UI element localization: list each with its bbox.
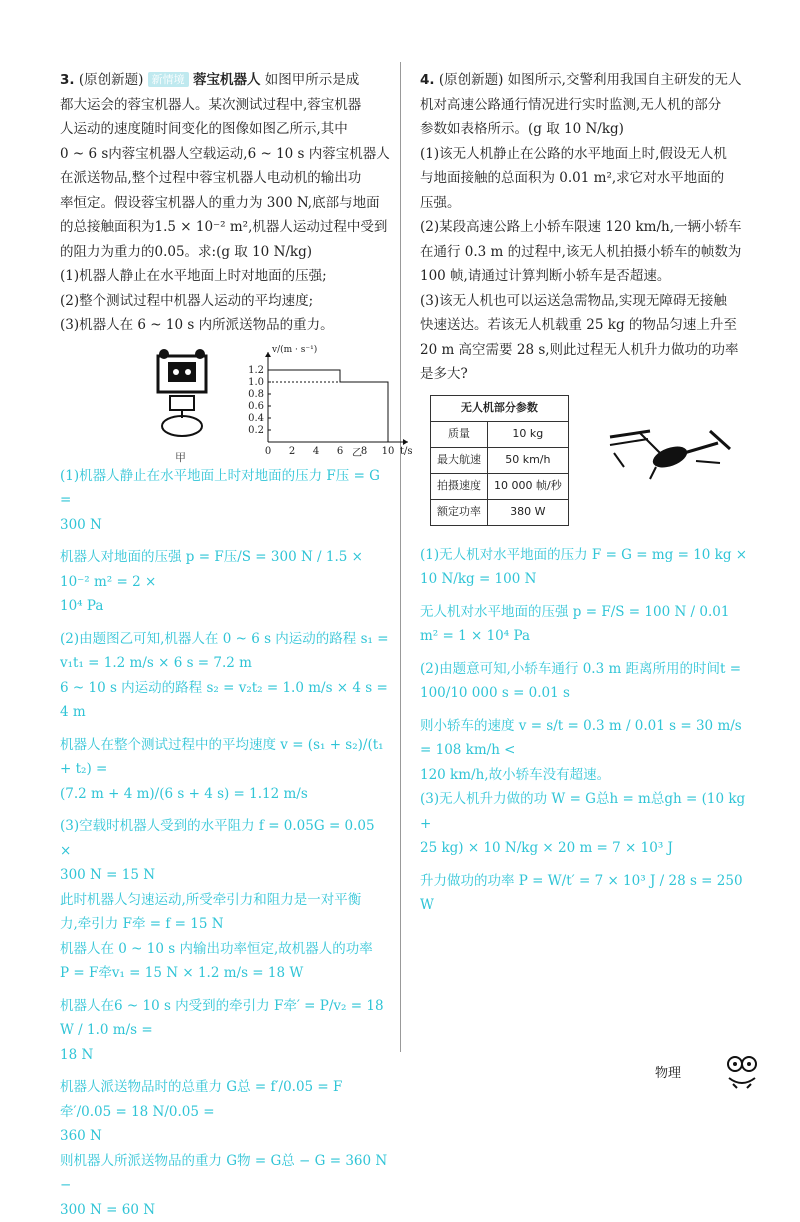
y-tick-label: 0.8 [248, 389, 264, 400]
q4-line: 压强。 [420, 191, 748, 216]
x-axis-arrow [403, 439, 408, 445]
q3-figures [60, 342, 390, 460]
table-cell: 50 km/h [488, 447, 569, 473]
table-row [431, 421, 569, 447]
answer-line: (3)无人机升力做的功 W = G总h = m总gh = (10 kg + [420, 787, 748, 836]
chart-caption: 乙 [352, 447, 362, 459]
table-row [431, 473, 569, 499]
q3-line: 0 ~ 6 s内蓉宝机器人空载运动,6 ~ 10 s 内蓉宝机器人 [60, 142, 390, 167]
answer-line: (1)机器人静止在水平地面上时对地面的压力 F压 = G = [60, 464, 390, 513]
q3-line: 率恒定。假设蓉宝机器人的重力为 300 N,底部与地面 [60, 191, 390, 216]
subject-label: 物理 [655, 1062, 681, 1081]
q3-heading [60, 68, 390, 93]
y-tick-label: 1.2 [248, 365, 264, 376]
q3-tag: 新情境 [148, 72, 189, 87]
robot-illustration [152, 346, 212, 442]
drone-illustration [600, 423, 740, 483]
answer-line: 机器人在整个测试过程中的平均速度 v = (s₁ + s₂)/(t₁ + t₂) = [60, 733, 390, 782]
y-axis-arrow [265, 352, 271, 357]
q4-line: 100 帧,请通过计算判断小轿车是否超速。 [420, 264, 748, 289]
answer-line: 则机器人所派送物品的重力 G物 = G总 − G = 360 N − [60, 1149, 390, 1198]
x-tick-label: 4 [313, 446, 319, 457]
q4-line: (1)该无人机静止在公路的水平地面上时,假设无人机 [420, 142, 748, 167]
answer-line: 机器人在 0 ~ 10 s 内输出功率恒定,故机器人的功率 [60, 937, 390, 962]
q4-line: 20 m 高空需要 28 s,则此过程无人机升力做功的功率 [420, 338, 748, 363]
x-tick-label: 6 [337, 446, 343, 457]
q3-line: 人运动的速度随时间变化的图像如图乙所示,其中 [60, 117, 390, 142]
question-4 [420, 68, 748, 918]
q4-line: 参数如表格所示。(g 取 10 N/kg) [420, 117, 748, 142]
q4-line: (2)某段高速公路上小轿车限速 120 km/h,一辆小轿车 [420, 215, 748, 240]
q4-line: 机对高速公路通行情况进行实时监测,无人机的部分 [420, 93, 748, 118]
table-cell: 10 000 帧/秒 [488, 473, 569, 499]
x-axis-label: t/s [400, 446, 413, 457]
answer-line: v₁t₁ = 1.2 m/s × 6 s = 7.2 m [60, 651, 390, 676]
q4-heading [420, 68, 748, 93]
q4-number: 4. [420, 72, 435, 88]
q4-line: 是多大? [420, 362, 748, 387]
answer-line: 机器人在6 ~ 10 s 内受到的牵引力 F牵′ = P/v₂ = 18 W / 1.0 m/s = [60, 994, 390, 1043]
answer-line: 升力做功的功率 P = W/t′ = 7 × 10³ J / 28 s = 250 W [420, 869, 748, 918]
answer-line: 18 N [60, 1043, 390, 1068]
q3-source: (原创新题) [79, 72, 144, 88]
velocity-series-line [268, 370, 388, 442]
answer-line: 360 N [60, 1124, 390, 1149]
answer-line: 10 N/kg = 100 N [420, 567, 748, 592]
answer-line: (7.2 m + 4 m)/(6 s + 4 s) = 1.12 m/s [60, 782, 390, 807]
mascot-logo-icon [725, 1054, 759, 1090]
column-divider [400, 62, 401, 1052]
table-cell: 额定功率 [431, 499, 488, 525]
answer-line: 10⁴ Pa [60, 594, 390, 619]
answer-line: 25 kg) × 10 N/kg × 20 m = 7 × 10³ J [420, 836, 748, 861]
answer-line: 机器人对地面的压强 p = F压/S = 300 N / 1.5 × 10⁻² m² = 2 × [60, 545, 390, 594]
table-cell: 10 kg [488, 421, 569, 447]
answer-line: 6 ~ 10 s 内运动的路程 s₂ = v₂t₂ = 1.0 m/s × 4 s = 4 m [60, 676, 390, 725]
q3-line: 如图甲所示是成 [265, 72, 360, 88]
q3-line: 的阻力为重力的0.05。求:(g 取 10 N/kg) [60, 240, 390, 265]
table-cell: 最大航速 [431, 447, 488, 473]
y-tick-label: 0.2 [248, 425, 264, 436]
table-cell: 拍摄速度 [431, 473, 488, 499]
q4-source: (原创新题) [439, 72, 504, 88]
q3-line: 在派送物品,整个过程中蓉宝机器人电动机的输出功 [60, 166, 390, 191]
q4-line: 快速送达。若该无人机载重 25 kg 的物品匀速上升至 [420, 313, 748, 338]
q3-answer [60, 464, 390, 1222]
answer-line: 无人机对水平地面的压强 p = F/S = 100 N / 0.01 m² = 1 × 10⁴ Pa [420, 600, 748, 649]
drone-params-table [430, 395, 569, 526]
x-tick-label: 0 [265, 446, 271, 457]
table-cell: 质量 [431, 421, 488, 447]
table-cell: 380 W [488, 499, 569, 525]
q4-line: (3)该无人机也可以运送急需物品,实现无障碍无接触 [420, 289, 748, 314]
answer-line: 300 N = 15 N [60, 863, 390, 888]
velocity-time-chart [230, 342, 420, 460]
x-tick-label: 8 [361, 446, 367, 457]
answer-line: (3)空载时机器人受到的水平阻力 f = 0.05G = 0.05 × [60, 814, 390, 863]
answer-line: 机器人派送物品时的总重力 G总 = f′/0.05 = F牵′/0.05 = 18 N/0.05 = [60, 1075, 390, 1124]
q3-line: (1)机器人静止在水平地面上时对地面的压强; [60, 264, 390, 289]
x-tick-label: 2 [289, 446, 295, 457]
table-row [431, 447, 569, 473]
answer-line: 300 N [60, 513, 390, 538]
q4-line: 在通行 0.3 m 的过程中,该无人机拍摄小轿车的帧数为 [420, 240, 748, 265]
x-tick-label: 10 [382, 446, 395, 457]
answer-line: 力,牵引力 F牵 = f = 15 N [60, 912, 390, 937]
q4-line: 与地面接触的总面积为 0.01 m²,求它对水平地面的 [420, 166, 748, 191]
q4-answer [420, 543, 748, 918]
answer-line: 100/10 000 s = 0.01 s [420, 681, 748, 706]
question-3 [60, 68, 390, 1222]
q4-line: 如图所示,交警利用我国自主研发的无人 [508, 72, 742, 88]
y-tick-label: 0.4 [248, 413, 264, 424]
answer-line: P = F牵v₁ = 15 N × 1.2 m/s = 18 W [60, 961, 390, 986]
table-title: 无人机部分参数 [431, 395, 569, 421]
q3-title: 蓉宝机器人 [193, 72, 261, 88]
answer-line: 120 km/h,故小轿车没有超速。 [420, 763, 748, 788]
table-row [431, 499, 569, 525]
q3-line: 的总接触面积为1.5 × 10⁻² m²,机器人运动过程中受到 [60, 215, 390, 240]
y-axis-label: v/(m · s⁻¹) [271, 344, 317, 355]
answer-line: 则小轿车的速度 v = s/t = 0.3 m / 0.01 s = 30 m/s = 108 km/h < [420, 714, 748, 763]
answer-line: 300 N = 60 N [60, 1198, 390, 1222]
q3-number: 3. [60, 72, 75, 88]
answer-line: 此时机器人匀速运动,所受牵引力和阻力是一对平衡 [60, 888, 390, 913]
q4-figure [420, 395, 748, 543]
figure-jia-caption: 甲 [175, 446, 186, 471]
answer-line: (2)由题图乙可知,机器人在 0 ~ 6 s 内运动的路程 s₁ = [60, 627, 390, 652]
answer-line: (1)无人机对水平地面的压力 F = G = mg = 10 kg × [420, 543, 748, 568]
q3-line: (2)整个测试过程中机器人运动的平均速度; [60, 289, 390, 314]
y-tick-label: 0.6 [248, 401, 264, 412]
q3-line: (3)机器人在 6 ~ 10 s 内所派送物品的重力。 [60, 313, 390, 338]
y-tick-label: 1.0 [248, 377, 264, 388]
answer-line: (2)由题意可知,小轿车通行 0.3 m 距离所用的时间t = [420, 657, 748, 682]
q3-line: 都大运会的蓉宝机器人。某次测试过程中,蓉宝机器 [60, 93, 390, 118]
